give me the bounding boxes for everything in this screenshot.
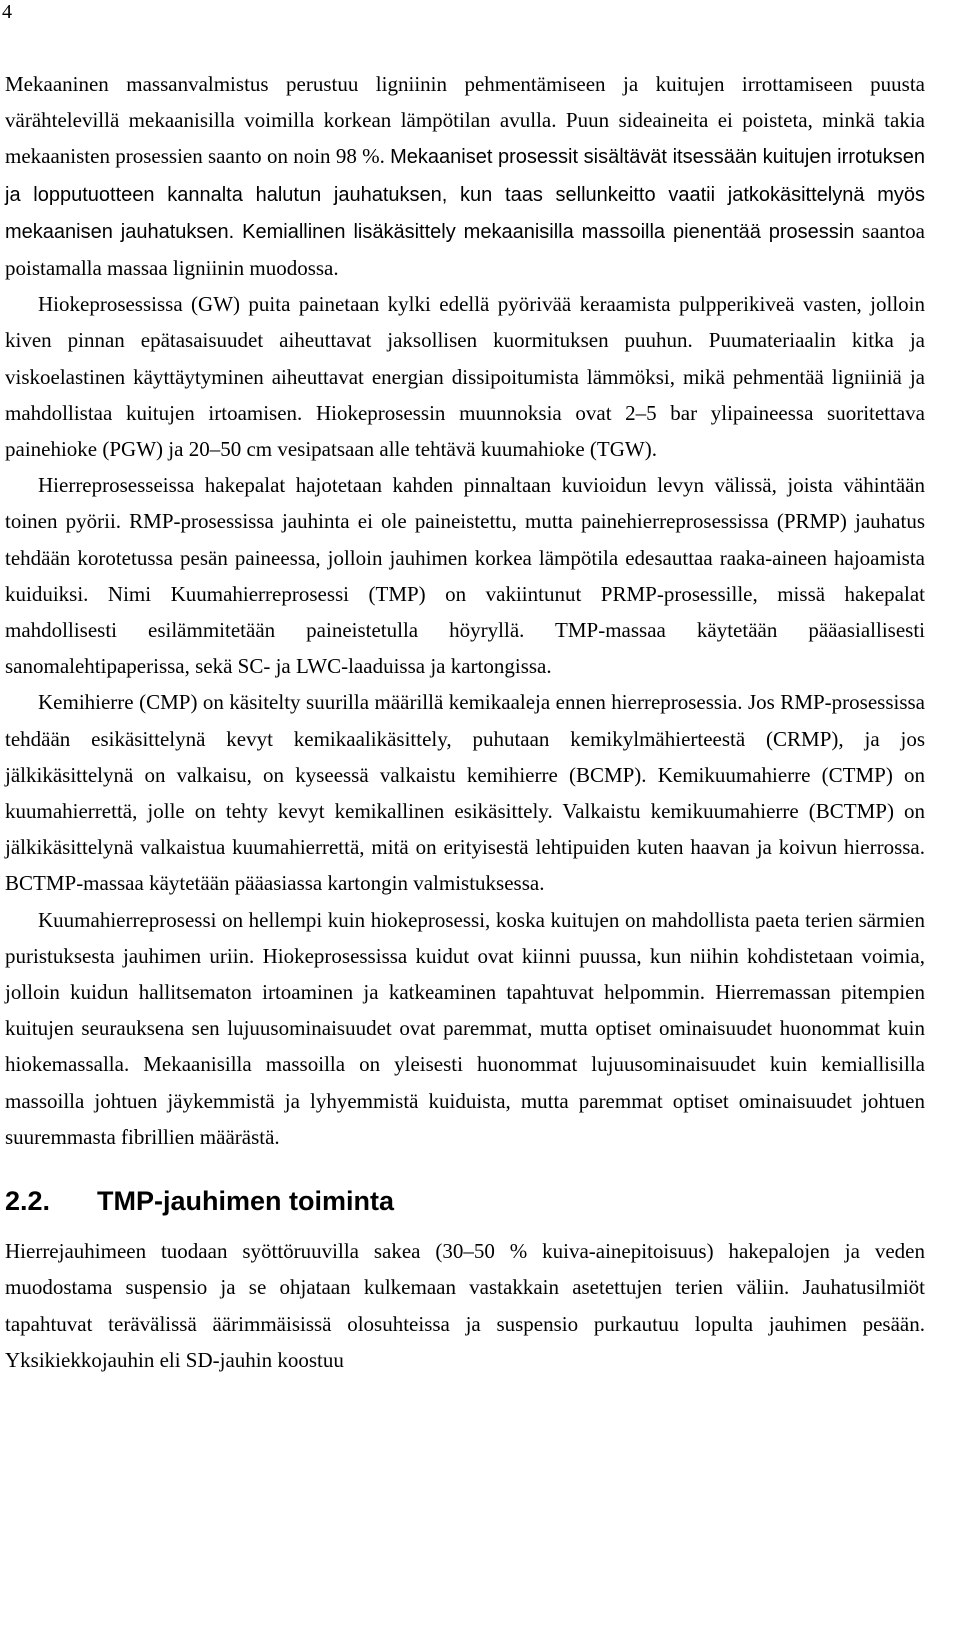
paragraph-groundwood: Hiokeprosessissa (GW) puita painetaan kylki edellä pyörivää keraamista pulpperikiveä vasten, jolloin kiven pinnan epätasaisuudet aiheuttavat jaksollisen kuormituksen puuhun. Puumateriaalin kitka ja viskoelastinen käyttäytyminen aiheuttavat energian dissipoitumista lämmöksi, mikä pehmentää ligniiniä ja mahdollistaa kuitujen irtoamisen. Hiokeprosessin muunnoksia ovat 2–5 bar ylipaineessa suoritettava painehioke (PGW) ja 20–50 cm vesipatsaan alle tehtävä kuumahioke (TGW). <box>5 292 925 462</box>
paragraph-tmp-comparison: Kuumahierreprosessi on hellempi kuin hiokeprosessi, koska kuitujen on mahdollista paeta terien särmien puristuksesta jauhimen uriin. Hiokeprosessissa kuidut ovat kiinni puussa, kun niihin kohdistetaan voimia, jolloin kuidun hallitsematon irtoaminen ja katkeaminen tapahtuvat helpommin. Hierremassan pitempien kuitujen seurauksena sen lujuusominaisuudet ovat paremmat, mutta optiset ominaisuudet huonommat kuin hiokemassalla. Mekaanisilla massoilla on yleisesti huonommat lujuusominaisuudet kuin kemiallisilla massoilla johtuen jäykemmistä ja lyhyemmistä kuiduista, mutta paremmat optiset ominaisuudet johtuen suuremmasta fibrillien määrästä. <box>5 907 925 1149</box>
document-body <box>5 66 925 1378</box>
paragraph-mechanical-pulping-part3: saantoa poistamalla massaa ligniinin muodossa. <box>5 218 925 281</box>
paragraph-tmp-refiner: Hierrejauhimeen tuodaan syöttöruuvilla sakea (30–50 % kuiva-ainepitoisuus) hakepalojen ja veden muodostama suspensio ja se ohjataan kulkemaan vastakkain asetettujen terien väliin. Jauhatusilmiöt tapahtuvat terävälissä äärimmäisissä olosuhteissa ja suspensio purkautuu lopulta jauhimen pesään. Yksikiekkojauhin eli SD-jauhin koostuu <box>5 1239 925 1372</box>
page-number: 4 <box>2 1 12 23</box>
paragraph-mechanical-pulping-part1: Mekaaninen massanvalmistus perustuu ligniinin pehmentämiseen ja kuitujen irrottamiseen puusta värähtelevillä mekaanisilla voimilla korkean lämpötilan avulla. Puun sideaineita ei poisteta, minkä takia mekaanisten prosessien saanto on noin 98 %. <box>5 72 925 169</box>
section-number: 2.2. <box>5 1186 51 1217</box>
paragraph-mechanical-pulping-part2: Mekaaniset prosessit sisältävät itsessään kuitujen irrotuksen ja lopputuotteen kannalta halutun jauhatuksen, kun taas sellunkeitto vaatii jatkokäsittelynä myös mekaanisen jauhatuksen. Kemiallinen lisäkäsittely mekaanisilla massoilla pienentää prosessin <box>5 146 925 243</box>
section-title: TMP-jauhimen toiminta <box>97 1186 394 1217</box>
paragraph-mechanical-pulping <box>5 66 925 286</box>
section-heading <box>5 1181 925 1221</box>
paragraph-chemimechanical: Kemihierre (CMP) on käsitelty suurilla määrillä kemikaaleja ennen hierreprosessia. Jos RMP-prosessissa tehdään esikäsittelynä kevyt kemikaalikäsittely, puhutaan kemikylmähierteestä (CRMP), ja jos jälkikäsittelynä on valkaisu, on kyseessä valkaistu kemihierre (BCMP). Kemikuumahierre (CTMP) on kuumahierrettä, jolle on tehty kevyt kemikallinen esikäsittely. Valkaistu kemikuumahierre (BCTMP) on jälkikäsittelynä valkaistua kuumahierrettä, mitä on erityisestä lehtipuiden kuten haavan ja koivun hierrossa. BCTMP-massaa käytetään pääasiassa kartongin valmistuksessa. <box>5 690 925 896</box>
paragraph-refiner-processes: Hierreprosesseissa hakepalat hajotetaan kahden pinnaltaan kuvioidun levyn välissä, joista vähintään toinen pyörii. RMP-prosessissa jauhinta ei ole paineistettu, mutta painehierreprosessissa (PRMP) jauhatus tehdään korotetussa pesän paineessa, jolloin jauhimen korkea lämpötila edesauttaa raaka-aineen hajoamista kuiduiksi. Nimi Kuumahierreprosessi (TMP) on vakiintunut PRMP-prosessille, missä hakepalat mahdollisesti esilämmitetään paineistetulla höyryllä. TMP-massaa käytetään pääasiallisesti sanomalehtipaperissa, sekä SC- ja LWC-laaduissa ja kartongissa. <box>5 473 925 679</box>
